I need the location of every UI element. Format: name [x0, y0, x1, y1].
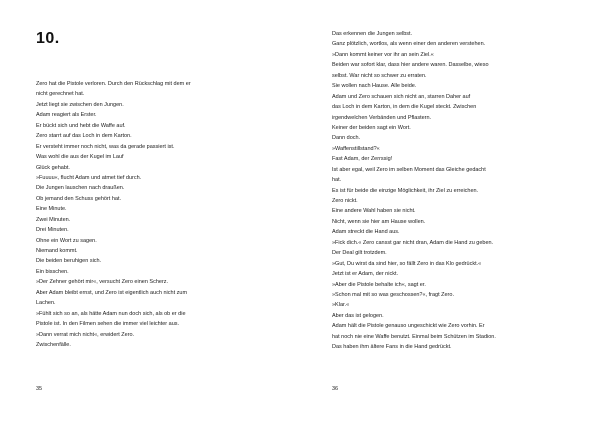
- right-page-text: [332, 29, 580, 353]
- text-line: Er bückt sich und hebt die Waffe auf.: [36, 122, 126, 129]
- text-line: »Gut, Du wirst da sind hier, so fällt Zero in das Klo gedrückt.«: [332, 260, 482, 267]
- text-line: Es ist für beide die einzige Möglichkeit, ihr Ziel zu erreichen.: [332, 187, 479, 194]
- text-line: Die beiden beruhigen sich.: [36, 258, 102, 265]
- right-page-number: 36: [332, 386, 339, 392]
- text-line: das Loch in dem Karton, in dem die Kugel steckt. Zwischen: [332, 104, 477, 111]
- text-line: Aber das ist gelogen.: [332, 312, 384, 319]
- text-line: selbst. War nicht so schwer zu erraten.: [332, 72, 427, 79]
- text-line: nicht gerechnet hat.: [36, 91, 85, 98]
- text-line: »Fick dich.« Zero cansst gar nicht dran, Adam die Hand zu geben.: [332, 239, 494, 246]
- text-line: »Dann verrat mich nicht«, erwidert Zero.: [36, 331, 135, 338]
- text-line: Zero starrt auf das Loch in dem Karton.: [36, 133, 132, 140]
- text-line: »Der Zehner gehört mir«, versucht Zero einen Scherz.: [36, 279, 169, 286]
- text-line: Zero hat die Pistole verloren. Durch den Rückschlag mit dem er: [36, 81, 191, 87]
- text-line: Zwischenfälle.: [36, 341, 71, 348]
- text-line: Das haben ihm ältere Fans in die Hand gedrückt.: [332, 344, 452, 351]
- text-line: Der Deal gilt trotzdem.: [332, 250, 387, 257]
- text-line: »Fühlt sich so an, als hätte Adam nun doch sich, als ob er die: [36, 310, 186, 317]
- text-line: Glück gehabt.: [36, 164, 70, 171]
- text-line: Adam und Zero schauen sich nicht an, starren Daher auf: [332, 93, 471, 100]
- text-line: Ein bisschen.: [36, 268, 69, 275]
- text-line: Lachen.: [36, 300, 56, 307]
- text-line: Keiner der beiden sagt ein Wort.: [332, 124, 411, 131]
- text-line: Beiden war sofort klar, dass hier andere waren. Dasselbe, wieso: [332, 62, 489, 69]
- text-line: »Klar.«: [332, 302, 350, 309]
- text-line: »Waffenstillstand?«: [332, 145, 380, 152]
- left-page-number: 35: [36, 386, 43, 392]
- chapter-heading: 10.: [36, 30, 60, 47]
- text-line: Drei Minuten.: [36, 227, 69, 234]
- text-line: Nicht, wenn sie hier am Hause wollen.: [332, 218, 426, 225]
- text-line: Jetzt ist er Adam, der nickt.: [332, 271, 399, 278]
- text-line: Zero nickt.: [332, 198, 358, 204]
- text-line: »Dann kommt keiner vor ihr an sein Ziel.«: [332, 51, 434, 58]
- text-line: Adam reagiert als Erster.: [36, 112, 97, 119]
- text-line: Eine andere Wahl haben sie nicht.: [332, 208, 416, 215]
- text-line: hat noch nie eine Waffe benutzt. Einmal beim Schützen im Stadion.: [332, 333, 496, 340]
- text-line: Eine Minute.: [36, 206, 67, 213]
- text-line: Sie wollen nach Hause. Alle beide.: [332, 83, 417, 90]
- text-line: Zwei Minuten.: [36, 216, 71, 223]
- text-line: irgendwelchen Verbänden und Pflastern.: [332, 114, 432, 121]
- text-line: Er versteht immer noch nicht, was da gerade passiert ist.: [36, 143, 175, 150]
- text-line: Ist aber egal, weil Zero im selben Moment das Gleiche gedacht: [332, 166, 486, 173]
- text-line: Fast Adam, der Zerrssig!: [332, 156, 393, 163]
- text-line: Adam hält die Pistole genauso ungeschickt wie Zero vorhin. Er: [332, 323, 485, 330]
- text-line: Ganz plötzlich, wortlos, als wenn einer den anderen verstehen.: [332, 41, 486, 48]
- text-line: Jetzt liegt sie zwischen den Jungen.: [36, 101, 124, 108]
- text-line: »Schon mal mit so was geschossen?«, fragt Zero.: [332, 291, 454, 298]
- text-line: »Aber die Pistole behalte ich«, sagt er.: [332, 281, 426, 288]
- text-line: Dann doch.: [332, 135, 361, 142]
- text-line: Adam streckt die Hand aus.: [332, 229, 400, 236]
- text-line: Ohne ein Wort zu sagen.: [36, 237, 97, 244]
- text-line: Aber Adam bleibt ernst, und Zero ist eigentlich auch nicht zum: [36, 289, 188, 296]
- text-line: Das erkennen die Jungen selbst.: [332, 31, 413, 37]
- text-line: Die Jungen lauschen nach draußen.: [36, 185, 125, 192]
- text-line: hat.: [332, 177, 342, 184]
- left-page-text: [36, 79, 276, 350]
- text-line: Pistole ist. In den Filmen sehen die immer viel leichter aus.: [36, 321, 180, 328]
- text-line: Niemand kommt.: [36, 248, 78, 254]
- text-line: Ob jemand den Schuss gehört hat.: [36, 195, 121, 202]
- right-page: [300, 0, 600, 423]
- text-line: »Fuuuu«, flucht Adam und atmet tief durch.: [36, 174, 142, 181]
- text-line: Was wohl die aus der Kugel im Lauf: [36, 154, 124, 161]
